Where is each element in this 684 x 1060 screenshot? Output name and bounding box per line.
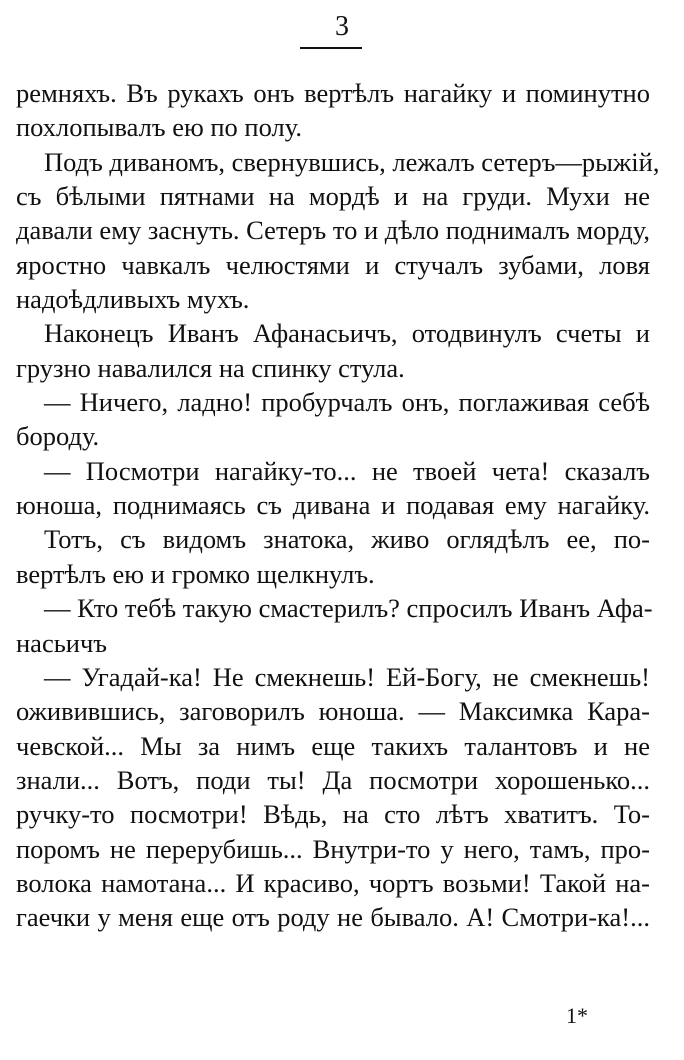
text-line: вертѣлъ ею и громко щелкнулъ. [16,558,375,589]
text-line: грузно навалился на спинку стула. [16,352,405,383]
text-line: Наконецъ Иванъ Афанасьичъ, отодвинулъ счеты и [44,318,650,349]
text-line: ремняхъ. Въ рукахъ онъ вертѣлъ нагайку и поминутно [16,78,650,108]
text-line: поромъ не перерубишь... Внутри-то у него, тамъ, про- [16,833,650,864]
text-line: надоѣдливыхъ мухъ. [16,284,250,315]
text-line: юноша, поднимаясь съ дивана и подавая ему нагайку. [16,490,650,521]
text-line: чевской... Мы за нимъ еще такихъ талантовъ и не [16,730,650,761]
text-line: гаечки у меня еще отъ роду не бывало. А! Смотри-ка!... [16,902,650,933]
text-line: Тотъ, съ видомъ знатока, живо оглядѣлъ ее, по- [44,524,650,555]
signature-mark: 1* [566,1003,588,1028]
text-line: ручку-то посмотри! Вѣдь, на сто лѣтъ хватитъ. То- [16,799,650,830]
text-line: — Кто тебѣ такую смастерилъ? спросилъ Иванъ Афа- [44,593,653,624]
text-line: оживившись, заговорилъ юноша. — Максимка Кара- [16,696,650,727]
text-line: знали... Вотъ, поди ты! Да посмотри хорошенько... [16,764,650,795]
text-line: бороду. [16,421,100,452]
page-number: 3 [335,11,349,42]
body-text [16,76,660,935]
text-line: давали ему заснуть. Сетеръ то и дѣло поднималъ морду, [16,215,651,246]
text-line: яростно чавкалъ челюстями и стучалъ зубами, ловя [16,249,650,280]
text-line: похлопывалъ ею по полу. [16,112,302,143]
page-number-rule [300,47,362,49]
text-line: — Угадай-ка! Не смекнешь! Ей-Богу, не смекнешь! [44,661,650,692]
text-line: волока намотана... И красиво, чортъ возьми! Такой на- [16,867,650,898]
text-line: — Посмотри нагайку-то... не твоей чета! сказалъ [44,455,650,486]
text-line: Подъ диваномъ, свернувшись, лежалъ сетеръ—рыжій, [44,146,660,177]
text-line: — Ничего, ладно! пробурчалъ онъ, поглаживая себѣ [44,387,650,418]
text-line: насьичъ [16,627,108,658]
text-line: съ бѣлыми пятнами на мордѣ и на груди. Мухи не [16,181,650,212]
